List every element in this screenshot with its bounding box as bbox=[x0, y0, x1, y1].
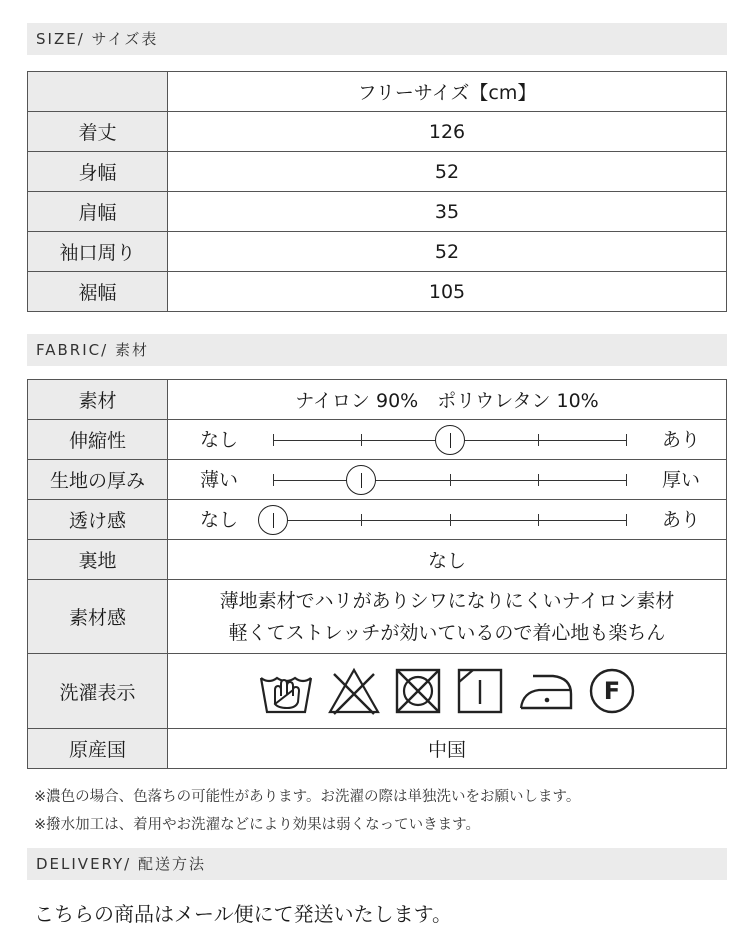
size-label: 肩幅 bbox=[28, 192, 168, 232]
fabric-table bbox=[27, 379, 727, 769]
thickness-label: 生地の厚み bbox=[28, 460, 168, 500]
stretch-label: 伸縮性 bbox=[28, 420, 168, 460]
iron-low-icon bbox=[517, 666, 575, 716]
scale-min-label: なし bbox=[200, 508, 239, 531]
stretch-scale bbox=[168, 421, 726, 459]
scale-tick bbox=[626, 434, 627, 446]
table-row bbox=[28, 380, 727, 420]
texture-line-1: 薄地素材でハリがありシワになりにくいナイロン素材 bbox=[219, 589, 675, 612]
table-row bbox=[28, 580, 727, 654]
size-label: 身幅 bbox=[28, 152, 168, 192]
care-label: 洗濯表示 bbox=[28, 654, 168, 729]
care-icons bbox=[168, 654, 726, 728]
note-water-repellent: ※撥水加工は、着用やお洗濯などにより効果は弱くなっていきます。 bbox=[34, 817, 480, 833]
table-row bbox=[28, 540, 727, 580]
scale-marker bbox=[435, 425, 465, 455]
table-row bbox=[28, 272, 727, 312]
size-value: 52 bbox=[168, 152, 727, 192]
scale-tick bbox=[361, 514, 362, 526]
scale-max-label: 厚い bbox=[661, 468, 700, 491]
table-row bbox=[28, 112, 727, 152]
origin-value: 中国 bbox=[168, 729, 727, 769]
scale-max-label: あり bbox=[661, 428, 700, 451]
size-table-corner bbox=[28, 72, 168, 112]
scale-tick bbox=[626, 474, 627, 486]
texture-line-2: 軽くてストレッチが効いているので着心地も楽ちん bbox=[228, 621, 666, 644]
delivery-text: こちらの商品はメール便にて発送いたします。 bbox=[34, 902, 452, 926]
no-tumble-dry-icon bbox=[393, 666, 443, 716]
dry-clean-letter: F bbox=[603, 677, 621, 705]
table-row bbox=[28, 152, 727, 192]
note-color-fading: ※濃色の場合、色落ちの可能性があります。お洗濯の際は単独洗いをお願いします。 bbox=[34, 789, 581, 805]
scale-tick bbox=[450, 514, 451, 526]
table-row bbox=[28, 460, 727, 500]
line-dry-shade-icon bbox=[455, 666, 505, 716]
scale-tick bbox=[626, 514, 627, 526]
size-section-heading: SIZE/ サイズ表 bbox=[27, 23, 727, 55]
size-label: 着丈 bbox=[28, 112, 168, 152]
size-table bbox=[27, 71, 727, 312]
fabric-section-heading: FABRIC/ 素材 bbox=[27, 334, 727, 366]
size-label: 裾幅 bbox=[28, 272, 168, 312]
table-row bbox=[28, 500, 727, 540]
scale-marker bbox=[346, 465, 376, 495]
material-label: 素材 bbox=[28, 380, 168, 420]
origin-label: 原産国 bbox=[28, 729, 168, 769]
scale-tick bbox=[361, 434, 362, 446]
scale-min-label: なし bbox=[200, 428, 239, 451]
hand-wash-icon bbox=[257, 666, 315, 716]
scale-tick bbox=[538, 434, 539, 446]
scale-min-label: 薄い bbox=[200, 468, 239, 491]
dry-clean-f-icon bbox=[587, 666, 637, 716]
texture-label: 素材感 bbox=[28, 580, 168, 654]
size-column-header: フリーサイズ【cm】 bbox=[168, 72, 727, 112]
no-bleach-icon bbox=[327, 666, 381, 716]
size-value: 126 bbox=[168, 112, 727, 152]
scale-tick bbox=[450, 474, 451, 486]
sheerness-scale bbox=[168, 501, 726, 539]
sheerness-label: 透け感 bbox=[28, 500, 168, 540]
table-row bbox=[28, 232, 727, 272]
table-row bbox=[28, 420, 727, 460]
delivery-section-heading: DELIVERY/ 配送方法 bbox=[27, 848, 727, 880]
scale-max-label: あり bbox=[661, 508, 700, 531]
size-table-header-row bbox=[28, 72, 727, 112]
scale-marker bbox=[258, 505, 288, 535]
size-value: 52 bbox=[168, 232, 727, 272]
size-value: 105 bbox=[168, 272, 727, 312]
scale-tick bbox=[538, 474, 539, 486]
size-value: 35 bbox=[168, 192, 727, 232]
lining-value: なし bbox=[168, 540, 727, 580]
lining-label: 裏地 bbox=[28, 540, 168, 580]
scale-tick bbox=[538, 514, 539, 526]
scale-tick bbox=[273, 474, 274, 486]
material-value: ナイロン 90% ポリウレタン 10% bbox=[168, 380, 727, 420]
thickness-scale bbox=[168, 461, 726, 499]
table-row bbox=[28, 192, 727, 232]
size-label: 袖口周り bbox=[28, 232, 168, 272]
scale-tick bbox=[273, 434, 274, 446]
table-row bbox=[28, 654, 727, 729]
table-row bbox=[28, 729, 727, 769]
